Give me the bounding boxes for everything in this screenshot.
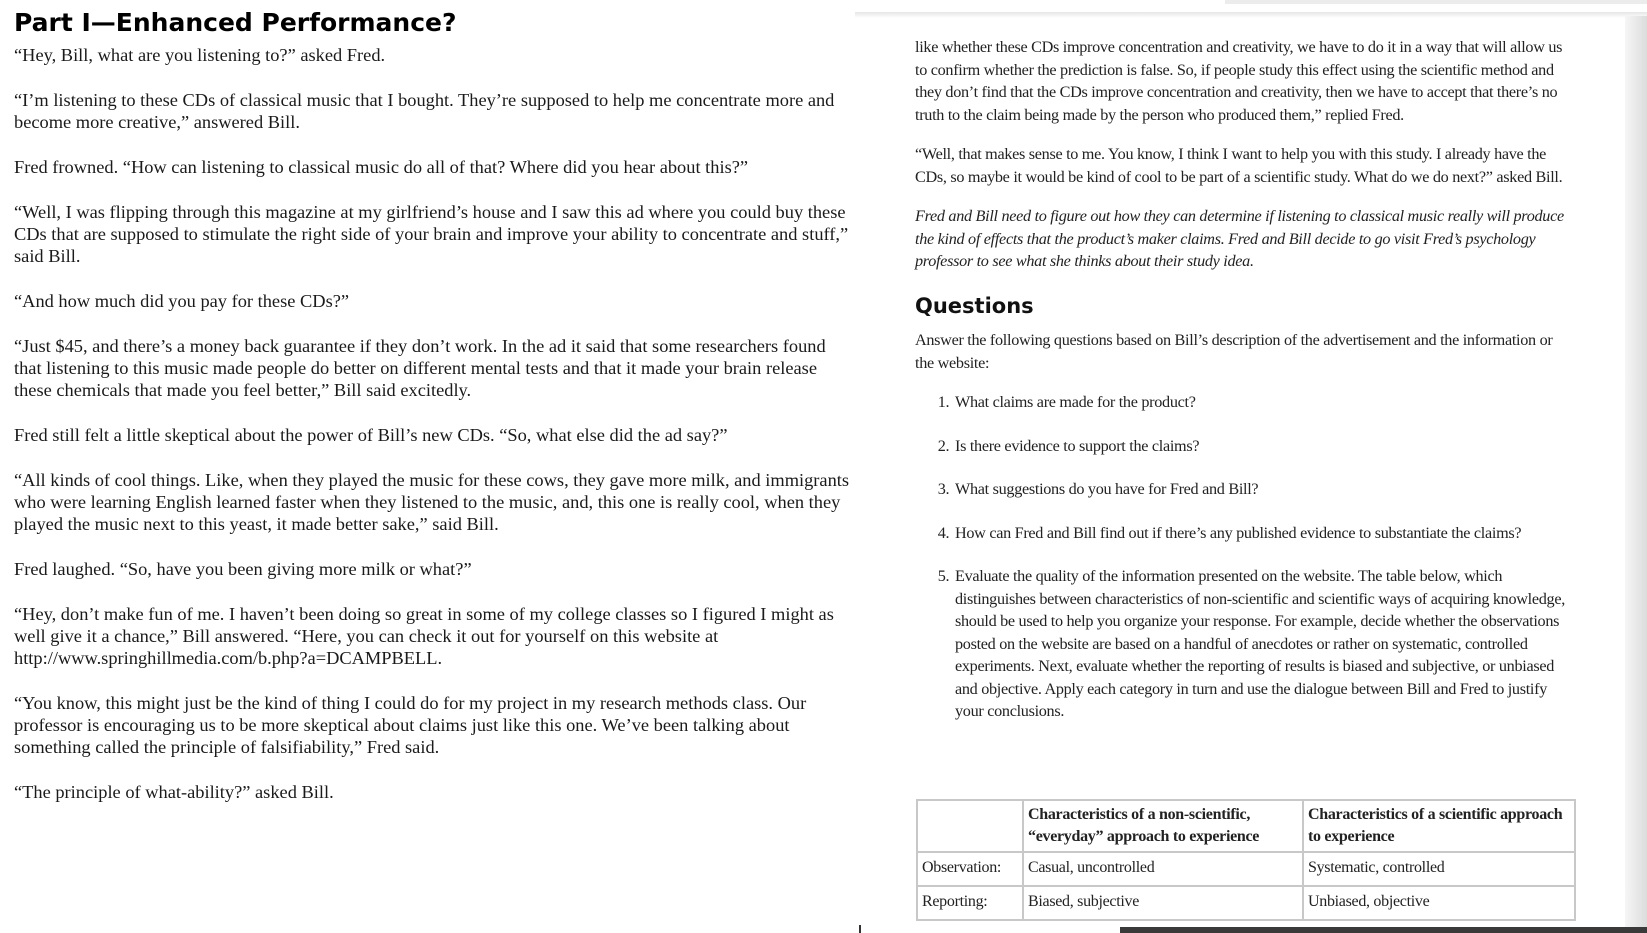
continued-paragraph: like whether these CDs improve concentration and creativity, we have to do it in a way that will allow us to confirm whether the prediction is false. So, if people study this effect using the scientific method and they don’t find that the CDs improve concentration and creativity, then we have to accept that there’s no truth to the claim being made by the person who produced them,” replied Fred. xyxy=(915,38,1563,124)
table-header-cell: Characteristics of a non-scientific, “everyday” approach to experience xyxy=(1023,800,1303,852)
right-page xyxy=(915,36,1575,723)
divider xyxy=(859,925,861,933)
questions-heading: Questions xyxy=(915,293,1034,318)
bottom-bar xyxy=(1120,927,1647,933)
question-item: 1. What claims are made for the product? xyxy=(953,391,1575,414)
table-cell: Casual, uncontrolled xyxy=(1023,852,1303,886)
table-cell: Biased, subjective xyxy=(1023,886,1303,920)
dialogue-paragraph: “All kinds of cool things. Like, when they played the music for these cows, they gave more milk, and immigrants who were learning English learned faster when they listened to the music, and, this one is really cool, when they played the music next to this yeast, it made better sake,” said Bill. xyxy=(14,470,850,534)
question-item: 2. Is there evidence to support the claims? xyxy=(953,435,1575,458)
table-header-cell: Characteristics of a scientific approach to experience xyxy=(1303,800,1575,852)
dialogue-paragraph: “Hey, Bill, what are you listening to?” asked Fred. xyxy=(14,45,386,65)
dialogue-paragraph: Fred still felt a little skeptical about the power of Bill’s new CDs. “So, what else did the ad say?” xyxy=(14,425,728,445)
dialogue-paragraph: Fred frowned. “How can listening to classical music do all of that? Where did you hear about this?” xyxy=(14,157,749,177)
questions-intro: Answer the following questions based on Bill’s description of the advertisement and the information or the website: xyxy=(915,331,1553,372)
dialogue-paragraph: “Hey, don’t make fun of me. I haven’t been doing so great in some of my college classes so I figured I might as well give it a chance,” Bill answered. “Here, you can check it out for yourself on this website at http://www.springhillmedia.com/b.php?a=DCAMPBELL. xyxy=(14,604,834,668)
dialogue-paragraph: “You know, this might just be the kind of thing I could do for my project in my research methods class. Our professor is encouraging us to be more skeptical about claims just like this one. We’ve been talking about something called the principle of falsifiability,” Fred said. xyxy=(14,693,807,757)
narration-paragraph: Fred and Bill need to figure out how they can determine if listening to classical music really will produce the kind of effects that the product’s maker claims. Fred and Bill decide to go visit Fred’s psychology professor to see what she thinks about their study idea. xyxy=(915,207,1564,270)
table-header-cell xyxy=(917,800,1023,852)
dialogue-paragraph: Fred laughed. “So, have you been giving more milk or what?” xyxy=(14,559,472,579)
page-shadow xyxy=(1225,0,1647,4)
table-cell: Observation: xyxy=(917,852,1023,886)
part-title: Part I—Enhanced Performance? xyxy=(14,8,457,37)
table-cell: Systematic, controlled xyxy=(1303,852,1575,886)
dialogue-paragraph: “Just $45, and there’s a money back guarantee if they don’t work. In the ad it said that some researchers found that listening to this music made people do better on different mental tests and that it made your brain release these chemicals that made you feel better,” Bill said excitedly. xyxy=(14,336,826,400)
dialogue-paragraph: “The principle of what-ability?” asked Bill. xyxy=(14,782,334,802)
table-cell: Reporting: xyxy=(917,886,1023,920)
questions-list xyxy=(915,391,1575,723)
question-item: 3. What suggestions do you have for Fred and Bill? xyxy=(953,478,1575,501)
dialogue-paragraph: “And how much did you pay for these CDs?” xyxy=(14,291,350,311)
table-row xyxy=(917,852,1575,886)
question-item: 4. How can Fred and Bill find out if there’s any published evidence to substantiate the claims? xyxy=(953,522,1575,545)
question-item: 5. Evaluate the quality of the information presented on the website. The table below, which distinguishes between characteristics of non-scientific and scientific ways of acquiring knowledge, should be used to help you organize your response. For example, decide whether the observations posted on the website are based on a handful of anecdotes or rather on systematic, controlled experiments. Next, evaluate whether the reporting of results is biased and subjective, or unbiased and objective. Apply each category in turn and use the dialogue between Bill and Fred to justify your conclusions. xyxy=(953,565,1575,723)
left-page xyxy=(14,6,854,826)
dialogue-paragraph: “I’m listening to these CDs of classical music that I bought. They’re supposed to help me concentrate more and become more creative,” answered Bill. xyxy=(14,90,835,132)
dialogue-paragraph: “Well, I was flipping through this magazine at my girlfriend’s house and I saw this ad where you could buy these CDs that are supposed to stimulate the right side of your brain and improve your ability to concentrate and stuff,” said Bill. xyxy=(14,202,849,266)
table-header-row xyxy=(917,800,1575,852)
table-cell: Unbiased, objective xyxy=(1303,886,1575,920)
page-shadow xyxy=(855,12,1647,18)
comparison-table xyxy=(916,799,1576,921)
table-row xyxy=(917,886,1575,920)
page-edge xyxy=(1625,16,1647,933)
dialogue-paragraph: “Well, that makes sense to me. You know, I think I want to help you with this study. I already have the CDs, so maybe it would be kind of cool to be part of a scientific study. What do we do next?” asked Bill. xyxy=(915,145,1563,186)
